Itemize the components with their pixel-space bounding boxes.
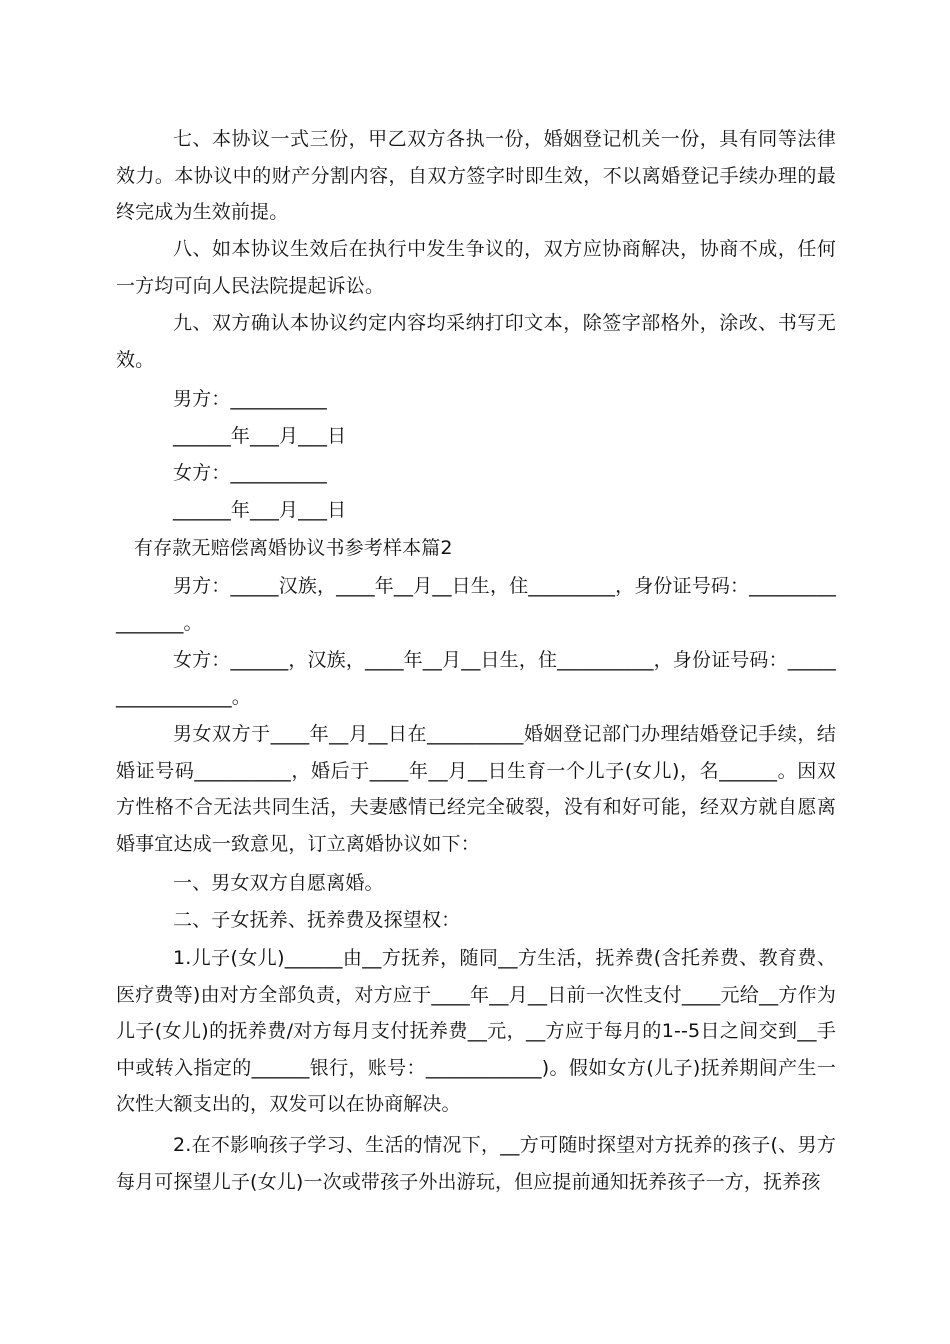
- male-party-paragraph: 男方：_____汉族，____年__月__日生，住_________，身份证号码：________________。: [116, 575, 837, 634]
- male-signature-line: 男方：__________: [173, 388, 327, 410]
- child-support-paragraph: 1.儿子(女儿)______由__方抚养，随同__方生活，抚养费(含托养费、教育费、医疗费等)由对方全部负责，对方应于____年__月__日前一次性支付____元给__方作为儿子(女儿)的抚养费/对方每月支付抚养费__元，__方应于每月的1--5日之间交到__手中或转入指定的______银行，账号：____________)。假如女方(儿子)抚养期间产生一次性大额支出的，双发可以在协商解决。: [116, 947, 836, 1115]
- clause-two-paragraph: 二、子女抚养、抚养费及探望权：: [173, 909, 461, 931]
- clause-one-paragraph: 一、男女双方自愿离婚。: [173, 872, 384, 894]
- clause-eight-paragraph: 八、如本协议生效后在执行中发生争议的，双方应协商解决，协商不成，任何一方均可向人民法院提起诉讼。: [116, 238, 836, 297]
- clause-seven-paragraph: 七、本协议一式三份，甲乙双方各执一份，婚姻登记机关一份，具有同等法律效力。本协议中的财产分割内容，自双方签字时即生效，不以离婚登记手续办理的最终完成为生效前提。: [116, 128, 836, 223]
- female-party-paragraph: 女方：______，汉族，____年__月__日生，住__________，身份证号码：_________________。: [116, 649, 836, 708]
- clause-nine-paragraph: 九、双方确认本协议约定内容均采纳打印文本，除签字部格外，涂改、书写无效。: [116, 312, 836, 371]
- visitation-paragraph: 2.在不影响孩子学习、生活的情况下，__方可随时探望对方抚养的孩子(、男方每月可探望儿子(女儿)一次或带孩子外出游玩，但应提前通知抚养孩子一方，抚养孩: [116, 1134, 836, 1193]
- female-signature-line: 女方：__________: [173, 462, 327, 484]
- male-date-line: ______年___月___日: [173, 425, 347, 447]
- section-title: 有存款无赔偿离婚协议书参考样本篇2: [134, 537, 453, 559]
- female-date-line: ______年___月___日: [173, 499, 347, 521]
- marriage-facts-paragraph: 男女双方于____年__月__日在__________婚姻登记部门办理结婚登记手续，结婚证号码__________，婚后于____年__月__日生育一个儿子(女儿)，名______。因双方性格不合无法共同生活，夫妻感情已经完全破裂，没有和好可能，经双方就自愿离婚事宜达成一致意见，订立离婚协议如下：: [116, 723, 836, 855]
